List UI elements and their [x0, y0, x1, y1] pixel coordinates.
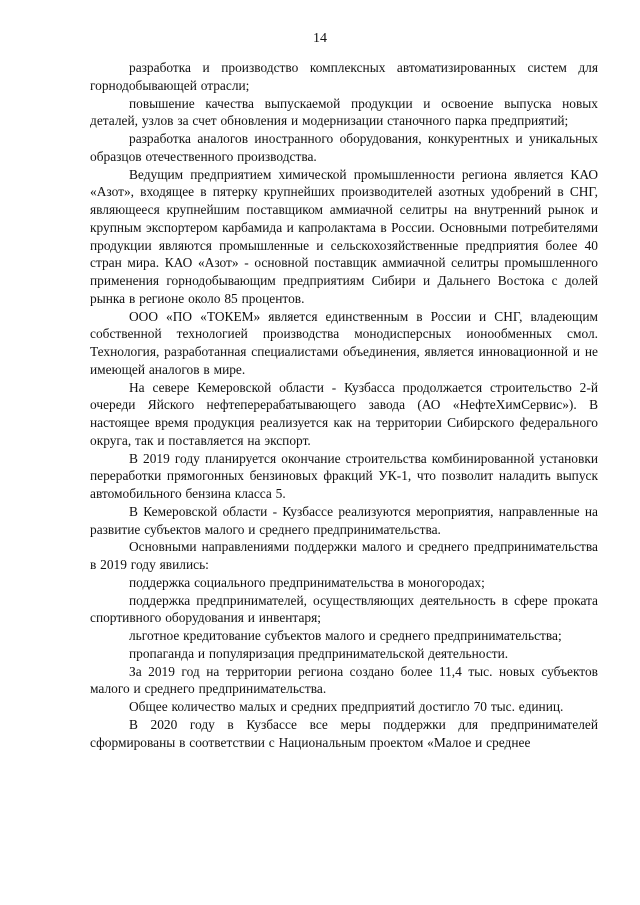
paragraph-14: За 2019 год на территории региона создано более 11,4 тыс. новых субъектов малого и среднего предпринимательства.: [90, 663, 598, 697]
paragraph-9: Основными направлениями поддержки малого и среднего предпринимательства в 2019 году явились:: [90, 539, 598, 572]
paragraph-3: разработка аналогов иностранного оборудования, конкурентных и уникальных образцов отечественного производства.: [90, 131, 598, 164]
document-body: [90, 59, 598, 751]
paragraph-1: разработка и производство комплексных автоматизированных систем для горнодобывающей отрасли;: [90, 60, 598, 93]
paragraph-5: ООО «ПО «ТОКЕМ» является единственным в России и СНГ, владеющим собственной технологией производства монодисперсных ионообменных смол. Технология, разработанная специалистами объединения, является инновационной и не имеющей аналогов в мире.: [90, 308, 598, 377]
paragraph-6: На севере Кемеровской области - Кузбасса продолжается строительство 2-й очереди Яйского нефтеперерабатывающего завода (АО «НефтеХимСервис»). В настоящее время продукция реализуется как на территории Сибирского федерального округа, так и поставляется на экспорт.: [90, 379, 598, 448]
paragraph-4: Ведущим предприятием химической промышленности региона является КАО «Азот», входящее в пятерку крупнейших производителей азотных удобрений в СНГ, являющееся крупнейшим поставщиком аммиачной селитры на внутренний рынок и крупным экспортером карбамида и капролактама в России. Основными потребителями продукции являются промышленные и сельскохозяйственные предприятия более 40 стран мира. КАО «Азот» - основной поставщик аммиачной селитры промышленного применения горнодобывающим предприятиям Сибири и Дальнего Востока с долей рынка в регионе около 85 процентов.: [90, 166, 598, 306]
paragraph-7: В 2019 году планируется окончание строительства комбинированной установки переработки прямогонных бензиновых фракций УК-1, что позволит наладить выпуск автомобильного бензина класса 5.: [90, 450, 598, 501]
paragraph-12: льготное кредитование субъектов малого и среднего предпринимательства;: [129, 628, 562, 643]
paragraph-2: повышение качества выпускаемой продукции и освоение выпуска новых деталей, узлов за счет обновления и модернизации станочного парка предприятий;: [90, 95, 598, 129]
paragraph-16: В 2020 году в Кузбассе все меры поддержки для предпринимателей сформированы в соответствии с Национальным проектом «Малое и среднее: [90, 716, 598, 750]
paragraph-11: поддержка предпринимателей, осуществляющих деятельность в сфере проката спортивного оборудования и инвентаря;: [90, 592, 598, 626]
paragraph-13: пропаганда и популяризация предпринимательской деятельности.: [129, 645, 509, 661]
paragraph-10: поддержка социального предпринимательства в моногородах;: [129, 574, 485, 590]
page-number: 14: [313, 31, 327, 46]
paragraph-15: Общее количество малых и средних предприятий достигло 70 тыс. единиц.: [129, 699, 564, 714]
paragraph-8: В Кемеровской области - Кузбассе реализуются мероприятия, направленные на развитие субъектов малого и среднего предпринимательства.: [90, 503, 598, 537]
